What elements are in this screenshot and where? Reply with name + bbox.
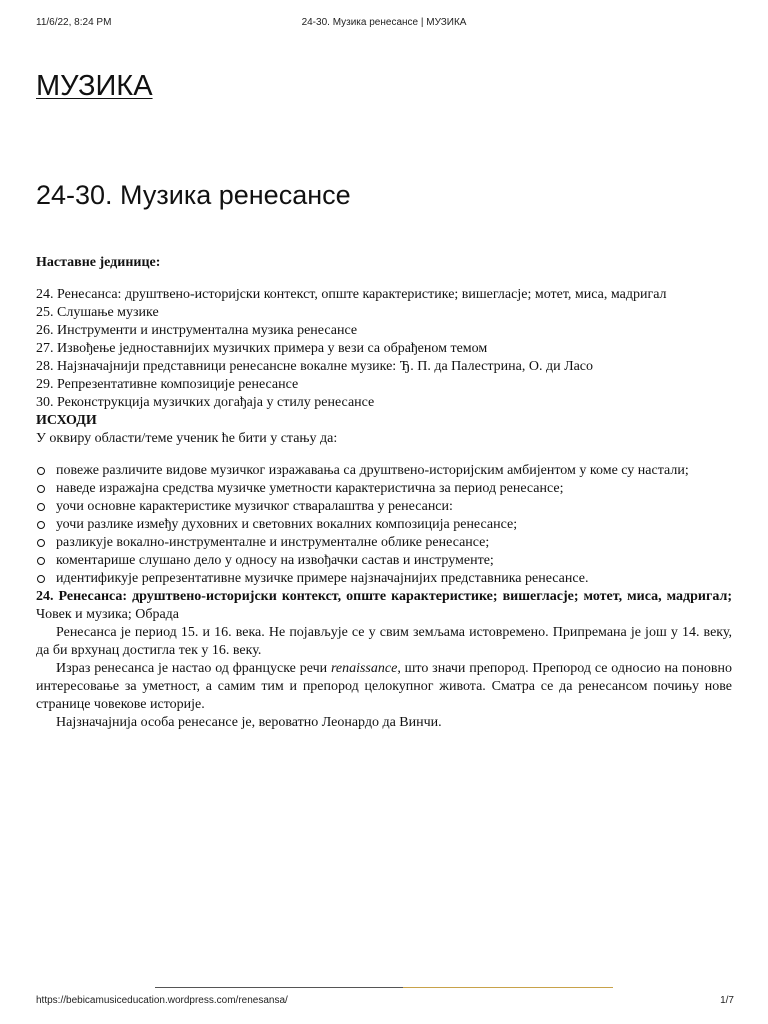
lesson-heading-rest: Човек и музика; Обрада (36, 607, 179, 622)
outcomes-heading: ИСХОДИ (36, 413, 97, 428)
print-url: https://bebicamusiceducation.wordpress.com/renesansa/ (36, 995, 288, 1006)
lesson-heading (36, 588, 732, 624)
print-header (0, 17, 768, 31)
circle-bullet-icon (37, 557, 45, 565)
circle-bullet-icon (37, 503, 45, 511)
article-body (36, 254, 732, 732)
unit-item: 29. Репрезентативне композиције ренесансе (36, 377, 299, 392)
unit-item: 28. Најзначајнији представници ренесансне вокалне музике: Ђ. П. да Палестрина, О. ди Ласо (36, 359, 594, 374)
print-page-number: 1/7 (720, 995, 734, 1006)
unit-item: 30. Реконструкција музичких догађаја у стилу ренесансе (36, 395, 375, 410)
unit-item: 27. Извођење једноставнијих музичких примера у вези са обрађеном темом (36, 341, 488, 356)
unit-item: 24. Ренесанса: друштвено-историјски контекст, опште карактеристике; вишегласје; мотет, миса, мадригал (36, 287, 667, 302)
circle-bullet-icon (37, 575, 45, 583)
article-title: 24-30. Музика ренесансе (36, 180, 351, 210)
site-title-link[interactable]: МУЗИКА (36, 70, 153, 102)
print-datetime: 11/6/22, 8:24 PM (36, 17, 112, 28)
paragraph-term: Израз ренесанса је настао од француске речи renaissance, што значи препород. Препород се односио на поновно интересовање за уметност, а самим тим и препород целокупног живота. Сматра се да ренесансом почињу нове странице човекове историје. (36, 661, 732, 712)
print-page-title: 24-30. Музика ренесансе | МУЗИКА (301, 17, 467, 28)
unit-item: 26. Инструменти и инструментална музика ренесансе (36, 323, 358, 338)
outcome-item: уочи основне карактеристике музичког стваралаштва у ренесанси: (56, 498, 732, 516)
outcome-item: повеже различите видове музичког изражавања са друштвено-историјским амбијентом у коме су настали; (56, 462, 732, 480)
outcome-item: уочи разлике између духовних и световних вокалних композиција ренесансе; (56, 516, 732, 534)
circle-bullet-icon (37, 521, 45, 529)
circle-bullet-icon (37, 485, 45, 493)
footer-divider (155, 987, 403, 988)
lesson-heading-bold: 24. Ренесанса: друштвено-историјски контекст, опште карактеристике; вишегласје; мотет, миса, мадригал; (36, 589, 732, 604)
units-list (36, 286, 732, 412)
outcomes-intro: У оквиру области/теме ученик ће бити у стању да: (36, 431, 338, 446)
outcome-item: идентификује репрезентативне музичке примере најзначајнијих представника ренесансе. (56, 570, 732, 588)
circle-bullet-icon (37, 467, 45, 475)
print-footer (0, 995, 768, 1009)
footer-divider-accent (403, 987, 613, 988)
units-heading: Наставне јединице: (36, 255, 161, 270)
unit-item: 25. Слушање музике (36, 305, 159, 320)
outcomes-list (36, 462, 732, 588)
paragraph-period: Ренесанса је период 15. и 16. века. Не појављује се у свим земљама истовремено. Припремана је још у 14. веку, да би врхунац достигла тек у 16. веку. (36, 625, 732, 658)
outcome-item: наведе изражајна средства музичке уметности карактеристична за период ренесансе; (56, 480, 732, 498)
outcome-item: разликује вокално-инструменталне и инструменталне облике ренесансе; (56, 534, 732, 552)
circle-bullet-icon (37, 539, 45, 547)
paragraph-leonardo: Најзначајнија особа ренесансе је, вероватно Леонардо да Винчи. (56, 715, 442, 730)
outcome-item: коментарише слушано дело у односу на извођачки састав и инструменте; (56, 552, 732, 570)
foreign-term: renaissance (330, 661, 398, 676)
